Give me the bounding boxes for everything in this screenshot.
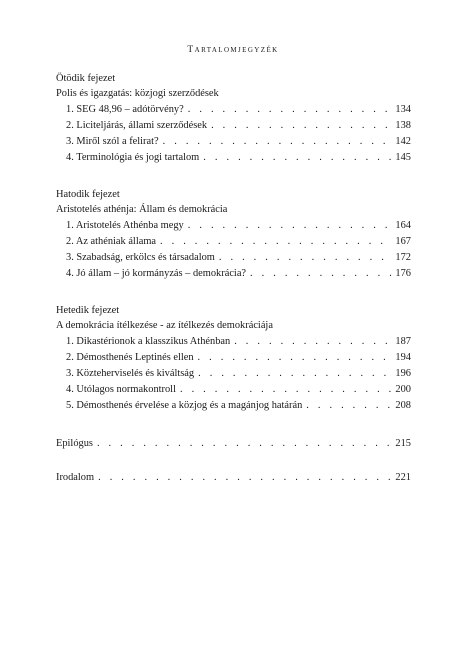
dot-leader xyxy=(163,134,392,150)
toc-entry-epilogue[interactable] xyxy=(56,436,411,452)
page-number: 176 xyxy=(395,268,411,279)
page-number: 134 xyxy=(395,104,411,115)
toc-entry-bibliography[interactable] xyxy=(56,470,411,486)
dot-leader xyxy=(234,334,391,350)
toc-entry[interactable] xyxy=(56,218,411,234)
entry-label: 4. Utólagos normakontroll xyxy=(66,384,176,395)
page-number: 196 xyxy=(395,368,411,379)
entry-label: 3. Közteherviselés és kiváltság xyxy=(66,368,195,379)
page-number: 138 xyxy=(395,120,411,131)
chapter-title: Aristotelés athénja: Állam és demokrácia xyxy=(56,204,228,215)
entry-label: Irodalom xyxy=(56,472,95,483)
entry-label: 1. SEG 48,96 – adótörvény? xyxy=(66,104,184,115)
dot-leader xyxy=(188,218,392,234)
page-number: 221 xyxy=(395,472,411,483)
toc-entry[interactable] xyxy=(56,266,411,282)
dot-leader xyxy=(180,382,391,398)
toc-entry[interactable] xyxy=(56,382,411,398)
toc-entry[interactable] xyxy=(56,234,411,250)
chapter-title: Polis és igazgatás: közjogi szerződések xyxy=(56,88,219,99)
entry-label: 2. Démosthenés Leptinés ellen xyxy=(66,352,194,363)
toc-entry[interactable] xyxy=(56,250,411,266)
dot-leader xyxy=(211,118,391,134)
dot-leader xyxy=(160,234,391,250)
dot-leader xyxy=(250,266,391,282)
entry-label: 1. Dikastérionok a klasszikus Athénban xyxy=(66,336,231,347)
toc-entry[interactable] xyxy=(56,118,411,134)
dot-leader xyxy=(98,470,391,486)
toc-entry[interactable] xyxy=(56,350,411,366)
page-number: 200 xyxy=(395,384,411,395)
table-of-contents xyxy=(56,72,411,504)
dot-leader xyxy=(219,250,392,266)
entry-label: 4. Terminológia és jogi tartalom xyxy=(66,152,200,163)
page-number: 145 xyxy=(395,152,411,163)
chapter-label: Ötödik fejezet xyxy=(56,73,116,84)
toc-entry[interactable] xyxy=(56,150,411,166)
dot-leader xyxy=(188,102,392,118)
page-number: 187 xyxy=(395,336,411,347)
toc-entry[interactable] xyxy=(56,366,411,382)
chapter-title: A demokrácia ítélkezése - az ítélkezés demokráciája xyxy=(56,320,273,331)
chapter-7 xyxy=(56,304,411,414)
page-number: 164 xyxy=(395,220,411,231)
page-number: 142 xyxy=(395,136,411,147)
entry-label: 2. Liciteljárás, állami szerződések xyxy=(66,120,208,131)
dot-leader xyxy=(203,150,391,166)
entry-label: 2. Az athéniak állama xyxy=(66,236,157,247)
chapter-label: Hatodik fejezet xyxy=(56,189,120,200)
toc-entry[interactable] xyxy=(56,134,411,150)
dot-leader xyxy=(198,350,392,366)
page-number: 208 xyxy=(395,400,411,411)
entry-label: 5. Démosthenés érvelése a közjog és a magánjog határán xyxy=(66,400,303,411)
entry-label: 3. Szabadság, erkölcs és társadalom xyxy=(66,252,215,263)
entry-label: 4. Jó állam – jó kormányzás – demokrácia? xyxy=(66,268,247,279)
page-number: 215 xyxy=(395,438,411,449)
chapter-label: Hetedik fejezet xyxy=(56,305,120,316)
chapter-6 xyxy=(56,188,411,282)
toc-entry[interactable] xyxy=(56,334,411,350)
page-number: 194 xyxy=(395,352,411,363)
dot-leader xyxy=(306,398,391,414)
running-header: Tartalomjegyzék xyxy=(187,45,279,55)
entry-label: 3. Miről szól a felirat? xyxy=(66,136,159,147)
toc-entry[interactable] xyxy=(56,398,411,414)
page-number: 167 xyxy=(395,236,411,247)
entry-label: Epilógus xyxy=(56,438,93,449)
chapter-5 xyxy=(56,72,411,166)
page-number: 172 xyxy=(395,252,411,263)
dot-leader xyxy=(198,366,391,382)
entry-label: 1. Aristotelés Athénba megy xyxy=(66,220,184,231)
dot-leader xyxy=(97,436,391,452)
toc-entry[interactable] xyxy=(56,102,411,118)
